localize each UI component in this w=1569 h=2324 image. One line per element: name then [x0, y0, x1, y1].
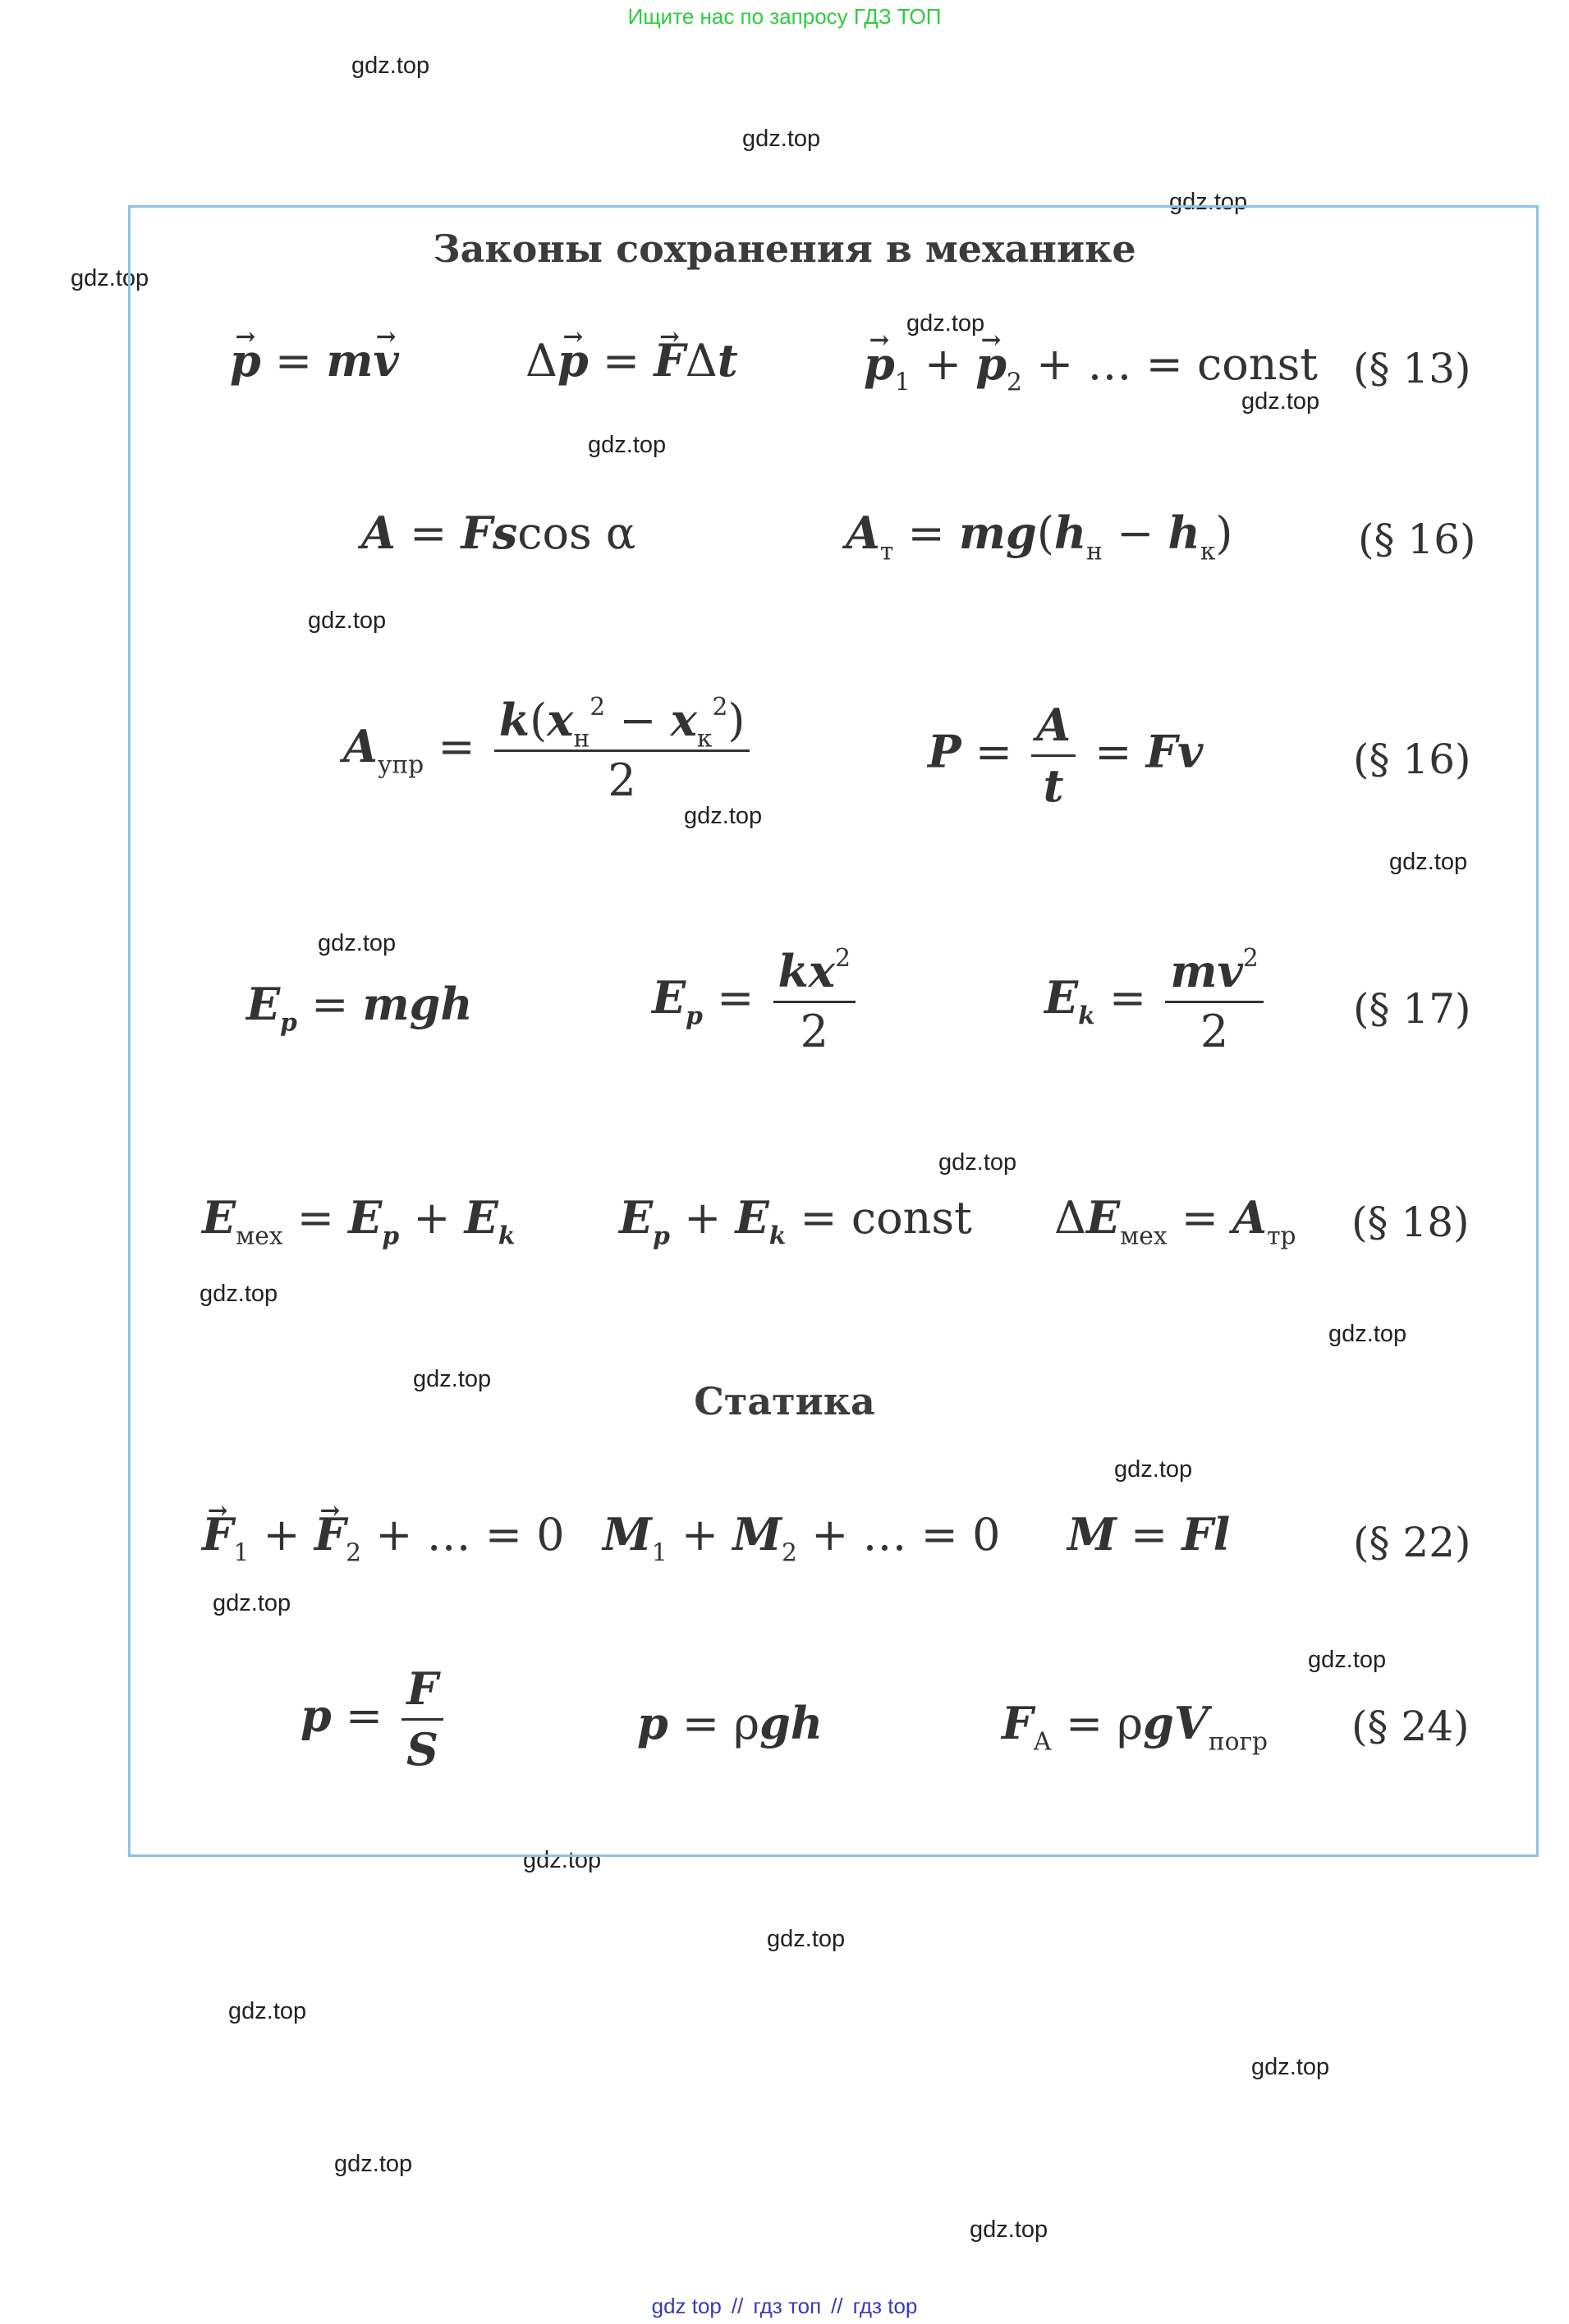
watermark: gdz.top: [228, 1998, 307, 2024]
footer-separator: //: [731, 2294, 744, 2318]
formula-archimedes-force: $F_А = \rho gV_{погр}$: [1002, 1697, 1269, 1757]
watermark: gdz.top: [1241, 388, 1320, 415]
watermark: gdz.top: [200, 1281, 278, 1307]
formula-mechanical-energy: $E_{мех} = E_p + E_k$: [202, 1191, 516, 1251]
formula-work: A = Fscos α: [361, 507, 636, 559]
section-ref-18: (§ 18): [1351, 1199, 1470, 1246]
formula-potential-energy-spring: $E_p$ = $\frac{kx^2}{2}$: [652, 949, 860, 1054]
search-promo-link[interactable]: Ищите нас по запросу ГДЗ ТОП: [627, 4, 942, 29]
formula-kinetic-energy: $E_k$ = $\frac{mv^2}{2}$: [1044, 949, 1269, 1054]
footer-separator: //: [831, 2294, 843, 2318]
watermark: gdz.top: [308, 607, 387, 634]
watermark: gdz.top: [1328, 1321, 1407, 1347]
formula-momentum-conservation: $p \to_1 + p \to_2$ + … = const: [864, 341, 1318, 387]
watermark: gdz.top: [906, 310, 985, 337]
formula-impulse: Δp → = F →Δt: [525, 338, 738, 383]
section-ref-16: (§ 16): [1358, 516, 1476, 563]
section-ref-13: (§ 13): [1353, 345, 1471, 392]
watermark: gdz.top: [334, 2151, 413, 2177]
footer-link[interactable]: гдз top: [852, 2294, 918, 2318]
watermark: gdz.top: [1169, 189, 1248, 215]
watermark: gdz.top: [767, 1926, 846, 1952]
formula-potential-energy-gravity: $E_p$ = mgh: [246, 978, 473, 1038]
section-ref-16: (§ 16): [1353, 736, 1471, 783]
heading-conservation-laws: Законы сохранения в механике: [433, 227, 1136, 271]
formula-moment-equilibrium: $M_1 + M_2$ + … = 0: [603, 1508, 1001, 1568]
formula-force-equilibrium: $F \to_1 + F \to_2$ + … = 0: [202, 1512, 565, 1557]
formula-energy-conservation: $E_p + E_k$ = const: [619, 1191, 972, 1251]
formula-hydrostatic-pressure: p = ρgh: [637, 1697, 823, 1749]
watermark: gdz.top: [588, 432, 667, 458]
watermark: gdz.top: [1114, 1456, 1193, 1483]
section-ref-22: (§ 22): [1353, 1519, 1471, 1566]
watermark: gdz.top: [938, 1149, 1017, 1176]
formula-gravity-work: $A_т = mg(h_н - h_к)$: [846, 507, 1233, 566]
formula-friction-work: $\Delta E_{мех} = A_{тр}$: [1054, 1191, 1296, 1251]
section-ref-17: (§ 17): [1353, 985, 1471, 1033]
formula-elastic-work: $A_{упр}$ = $\frac{k(x_н^2 - x_к^2)}{2}$: [343, 698, 755, 803]
formula-momentum: p → = mv →: [230, 338, 399, 383]
watermark: gdz.top: [71, 265, 149, 291]
watermark: gdz.top: [213, 1590, 291, 1616]
footer-link[interactable]: gdz top: [651, 2294, 722, 2318]
watermark: gdz.top: [1251, 2054, 1330, 2080]
watermark: gdz.top: [523, 1847, 602, 1873]
footer-link[interactable]: гдз топ: [753, 2294, 822, 2318]
heading-statics: Статика: [694, 1379, 875, 1423]
watermark: gdz.top: [684, 803, 763, 829]
watermark: gdz.top: [413, 1366, 492, 1392]
watermark: gdz.top: [742, 126, 821, 152]
formula-torque: M = Fl: [1067, 1508, 1231, 1561]
footer-links: [0, 2294, 1569, 2319]
section-ref-24: (§ 24): [1351, 1703, 1470, 1750]
watermark: gdz.top: [318, 930, 397, 956]
watermark: gdz.top: [1308, 1647, 1387, 1673]
watermark: gdz.top: [351, 53, 430, 79]
formula-pressure: p = $\frac{F}{S}$: [300, 1666, 448, 1772]
formula-power: P = $\frac{A}{t}$ = Fv: [928, 699, 1204, 812]
watermark: gdz.top: [1389, 849, 1468, 875]
watermark: gdz.top: [970, 2216, 1048, 2243]
